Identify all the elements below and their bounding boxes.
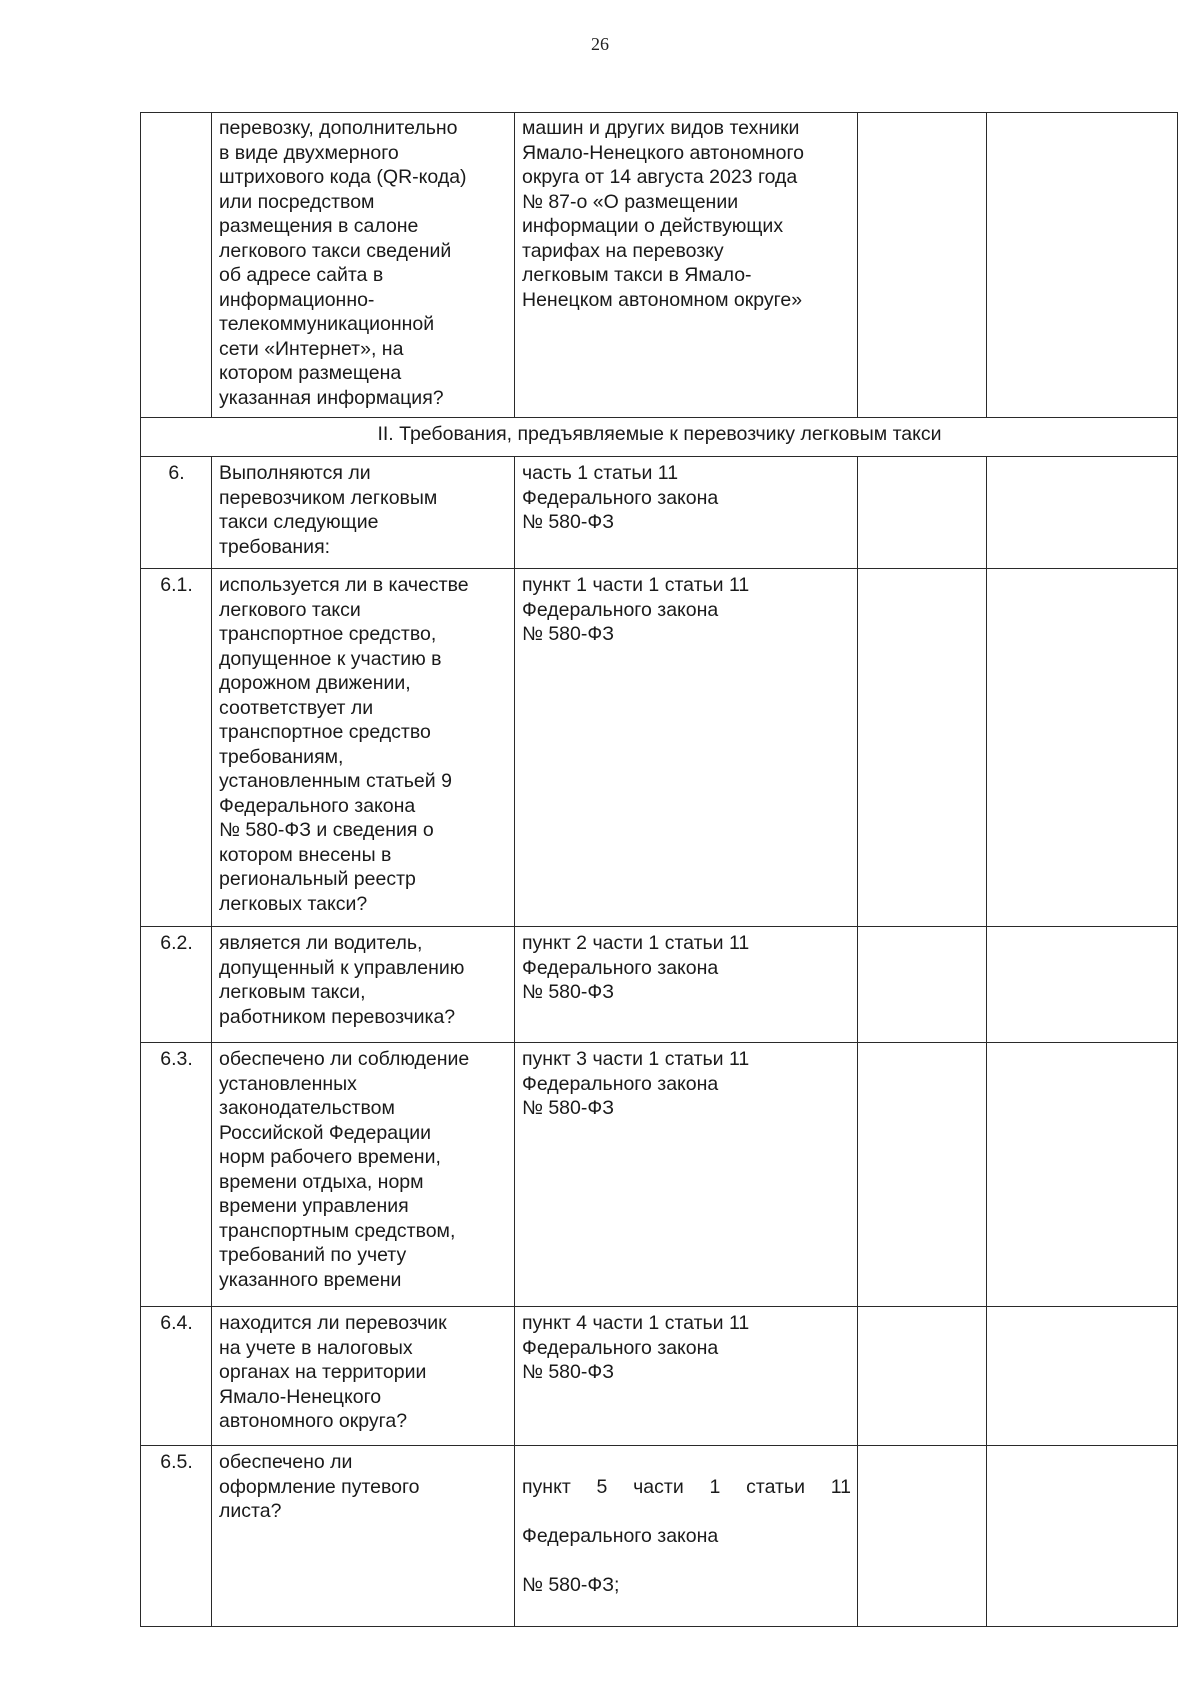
question-cell: находится ли перевозчик на учете в налоговых органах на территории Ямало-Ненецкого автономного округа? [212, 1307, 515, 1446]
table-row [141, 927, 1178, 1043]
legal-basis-line: пункт 5 части 1 статьи 11 [522, 1475, 851, 1498]
answer-cell [858, 1043, 987, 1307]
item-number: 6.4. [141, 1307, 212, 1446]
legal-basis-cell [515, 1446, 858, 1627]
section-title: II. Требования, предъявляемые к перевозчику легковым такси [141, 418, 1178, 457]
question-cell: перевозку, дополнительно в виде двухмерного штрихового кода (QR-кода) или посредством размещения в салоне легкового такси сведений об адресе сайта в информационно- телекоммуникационной сети «Интернет», на котором размещена указанная информация? [212, 113, 515, 418]
table-row [141, 1446, 1178, 1627]
answer-cell [858, 927, 987, 1043]
item-number: 6.3. [141, 1043, 212, 1307]
legal-basis-cell: пункт 2 части 1 статьи 11 Федерального закона № 580-ФЗ [515, 927, 858, 1043]
page-number: 26 [591, 34, 609, 54]
legal-basis-line: № 580-ФЗ; [522, 1573, 620, 1596]
answer-cell [858, 569, 987, 927]
number-cell [141, 113, 212, 418]
note-cell [987, 1446, 1178, 1627]
table-row [141, 457, 1178, 569]
note-cell [987, 1043, 1178, 1307]
item-number: 6.5. [141, 1446, 212, 1627]
table-row [141, 569, 1178, 927]
note-cell [987, 569, 1178, 927]
question-cell: является ли водитель, допущенный к управлению легковым такси, работником перевозчика? [212, 927, 515, 1043]
question-cell: используется ли в качестве легкового такси транспортное средство, допущенное к участию в дорожном движении, соответствует ли транспортное средство требованиям, установленным статьей 9 Федерального закона № 580-ФЗ и сведения о котором внесены в региональный реестр легковых такси? [212, 569, 515, 927]
note-cell [987, 457, 1178, 569]
answer-cell [858, 457, 987, 569]
section-header-row [141, 418, 1178, 457]
legal-basis-cell: пункт 1 части 1 статьи 11 Федерального закона № 580-ФЗ [515, 569, 858, 927]
item-number: 6. [141, 457, 212, 569]
question-cell: Выполняются ли перевозчиком легковым такси следующие требования: [212, 457, 515, 569]
question-cell: обеспечено ли соблюдение установленных законодательством Российской Федерации норм рабочего времени, времени отдыха, норм времени управления транспортным средством, требований по учету указанного времени [212, 1043, 515, 1307]
table-row [141, 1043, 1178, 1307]
item-number: 6.1. [141, 569, 212, 927]
answer-cell [858, 1446, 987, 1627]
note-cell [987, 1307, 1178, 1446]
legal-basis-cell: часть 1 статьи 11 Федерального закона № 580-ФЗ [515, 457, 858, 569]
legal-basis-cell: машин и других видов техники Ямало-Ненецкого автономного округа от 14 августа 2023 года № 87-о «О размещении информации о действующих тарифах на перевозку легковым такси в Ямало- Ненецком автономном округе» [515, 113, 858, 418]
legal-basis-line: Федерального закона [522, 1524, 719, 1547]
answer-cell [858, 1307, 987, 1446]
legal-basis-cell: пункт 3 части 1 статьи 11 Федерального закона № 580-ФЗ [515, 1043, 858, 1307]
note-cell [987, 113, 1178, 418]
table-row [141, 1307, 1178, 1446]
answer-cell [858, 113, 987, 418]
legal-basis-cell: пункт 4 части 1 статьи 11 Федерального закона № 580-ФЗ [515, 1307, 858, 1446]
question-cell: обеспечено ли оформление путевого листа? [212, 1446, 515, 1627]
table-row-continuation [141, 113, 1178, 418]
item-number: 6.2. [141, 927, 212, 1043]
note-cell [987, 927, 1178, 1043]
checklist-table [140, 112, 1178, 1627]
